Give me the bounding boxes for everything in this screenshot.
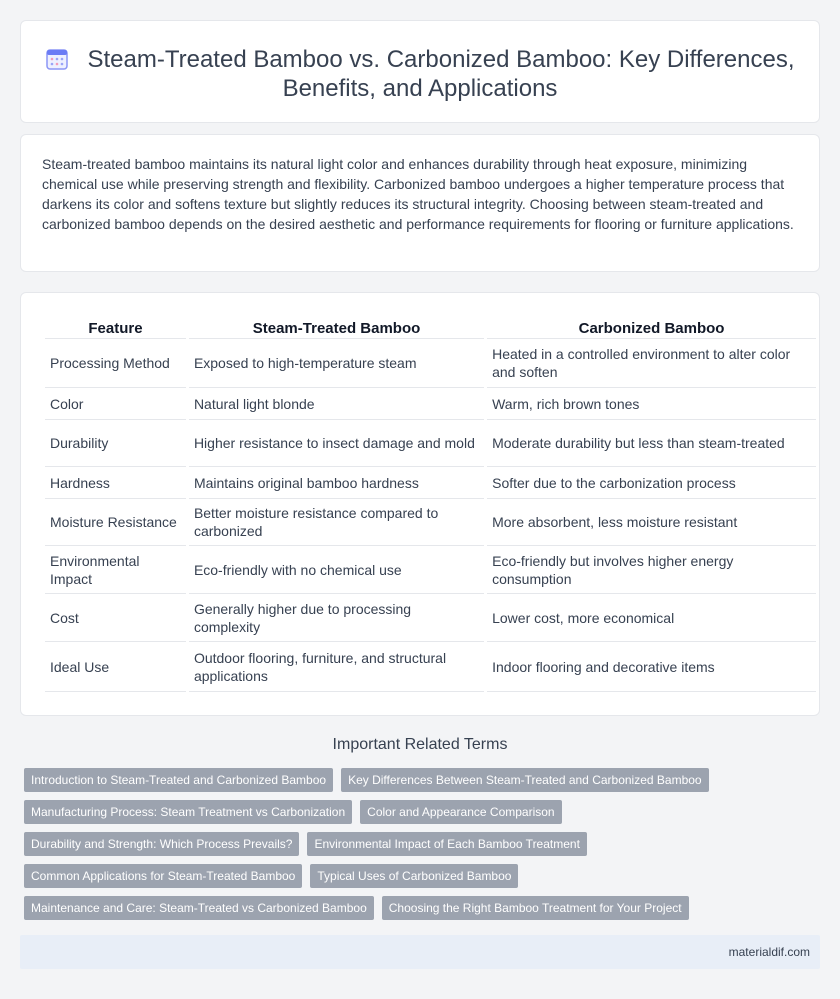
related-term-link[interactable]: Manufacturing Process: Steam Treatment vs Carbonization [24,800,352,824]
comparison-table [42,315,819,692]
feature-cell: Moisture Resistance [45,499,186,546]
table-row [45,499,816,546]
steam-treated-cell: Eco-friendly with no chemical use [189,546,484,594]
feature-cell: Color [45,388,186,420]
related-term-link[interactable]: Color and Appearance Comparison [360,800,561,824]
page-title: Steam-Treated Bamboo vs. Carbonized Bamboo: Key Differences, Benefits, and Applications [87,46,795,102]
steam-treated-cell: Generally higher due to processing complexity [189,594,484,642]
steam-treated-cell: Better moisture resistance compared to carbonized [189,499,484,546]
feature-cell: Durability [45,420,186,467]
carbonized-cell: Eco-friendly but involves higher energy consumption [487,546,816,594]
related-term-link[interactable]: Durability and Strength: Which Process Prevails? [24,832,299,856]
calendar-grid-icon [45,47,69,71]
table-row [45,594,816,642]
steam-treated-cell: Natural light blonde [189,388,484,420]
footer-bar [20,935,820,969]
table-row [45,467,816,499]
feature-cell: Hardness [45,467,186,499]
related-term-link[interactable]: Maintenance and Care: Steam-Treated vs Carbonized Bamboo [24,896,374,920]
table-row [45,388,816,420]
related-terms-list [24,768,724,928]
column-header-steam-treated: Steam-Treated Bamboo [189,315,484,339]
table-row [45,339,816,388]
related-term-link[interactable]: Environmental Impact of Each Bamboo Treatment [307,832,586,856]
header-card [20,20,820,123]
carbonized-cell: Lower cost, more economical [487,594,816,642]
carbonized-cell: Indoor flooring and decorative items [487,642,816,692]
column-header-feature: Feature [45,315,186,339]
intro-paragraph: Steam-treated bamboo maintains its natural light color and enhances durability through heat exposure, minimizing chemical use while preserving strength and flexibility. Carbonized bamboo undergoes a higher temperature process that darkens its color and softens texture but slightly reduces its structural integrity. Choosing between steam-treated and carbonized bamboo depends on the desired aesthetic and performance requirements for flooring or furniture applications. [42,156,794,232]
carbonized-cell: Heated in a controlled environment to alter color and soften [487,339,816,388]
comparison-table-card [20,292,820,716]
steam-treated-cell: Maintains original bamboo hardness [189,467,484,499]
related-term-link[interactable]: Choosing the Right Bamboo Treatment for Your Project [382,896,689,920]
related-term-link[interactable]: Introduction to Steam-Treated and Carbonized Bamboo [24,768,333,792]
table-row [45,642,816,692]
related-terms-heading: Important Related Terms [332,736,508,753]
related-term-link[interactable]: Key Differences Between Steam-Treated and Carbonized Bamboo [341,768,709,792]
carbonized-cell: Softer due to the carbonization process [487,467,816,499]
steam-treated-cell: Exposed to high-temperature steam [189,339,484,388]
carbonized-cell: More absorbent, less moisture resistant [487,499,816,546]
feature-cell: Ideal Use [45,642,186,692]
footer-site-link[interactable]: materialdif.com [728,945,810,959]
related-term-link[interactable]: Typical Uses of Carbonized Bamboo [310,864,518,888]
related-term-link[interactable]: Common Applications for Steam-Treated Bamboo [24,864,302,888]
carbonized-cell: Moderate durability but less than steam-treated [487,420,816,467]
intro-card [20,134,820,272]
page-title-wrap [41,45,799,103]
feature-cell: Processing Method [45,339,186,388]
feature-cell: Environmental Impact [45,546,186,594]
table-row [45,546,816,594]
carbonized-cell: Warm, rich brown tones [487,388,816,420]
feature-cell: Cost [45,594,186,642]
steam-treated-cell: Outdoor flooring, furniture, and structural applications [189,642,484,692]
table-row [45,420,816,467]
table-header-row [45,315,816,339]
steam-treated-cell: Higher resistance to insect damage and mold [189,420,484,467]
column-header-carbonized: Carbonized Bamboo [487,315,816,339]
